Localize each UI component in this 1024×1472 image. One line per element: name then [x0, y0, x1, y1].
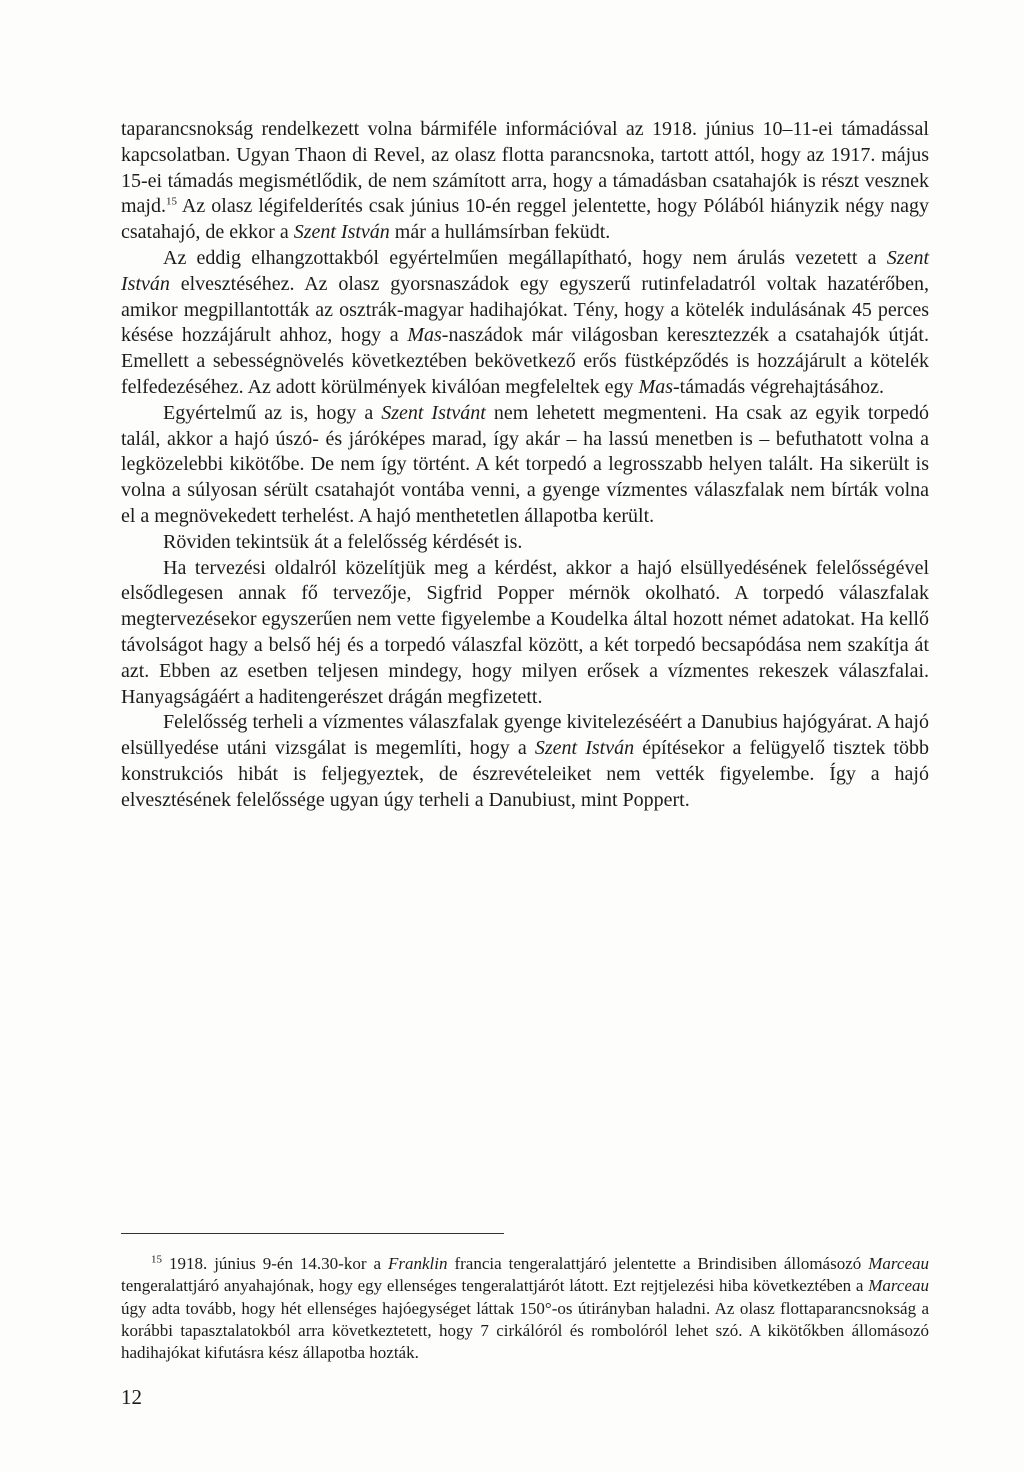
paragraph-6 — [121, 710, 929, 813]
italic-text: Marceau — [868, 1254, 929, 1273]
italic-text: Szent Istvánt — [381, 401, 486, 424]
body-text — [121, 117, 929, 814]
text-run: -naszádok már világosban keresztezzék a csatahajók útját. Emellett a sebességnövelés következtében bekövetkező erős füstképződés is hozzájárult a kötelék felfedezéséhez. Az adott körülmények kiválóan megfeleltek egy — [121, 324, 929, 398]
text-run: nem lehetett megmenteni. Ha csak az egyik torpedó talál, akkor a hajó úszó- és járóképes marad, így akár – ha lassú menetben is – befuthatott volna a legközelebbi kikötőbe. De nem így történt. A két torpedó a legrosszabb helyen talált. Ha sikerült is volna a súlyosan sérült csatahajót vontába venni, a gyenge vízmentes válaszfalak nem bírták volna el a megnövekedett terhelést. A hajó menthetetlen állapotba került. — [121, 401, 929, 527]
text-run: már a hullámsírban feküdt. — [389, 221, 611, 244]
text-run: építésekor a felügyelő tisztek több konstrukciós hibát is feljegyeztek, de észrevételeiket nem vették figyelembe. Így a hajó elvesztésének felelőssége ugyan úgy terheli a Danubiust, mint Poppert. — [121, 737, 929, 811]
italic-text: Mas — [638, 375, 674, 398]
italic-text: Marceau — [868, 1276, 929, 1296]
page-number: 12 — [121, 1385, 142, 1409]
italic-text: Szent István — [121, 246, 929, 295]
paragraph-2 — [121, 246, 929, 401]
text-run: Ha tervezési oldalról közelítjük meg a kérdést, akkor a hajó elsüllyedésének felelősségével elsődlegesen annak fő tervezője, Sigfrid Popper mérnök okolható. A torpedó válaszfalak megtervezésekor egyszerűen nem vette figyelembe a Koudelka által hozott német adatokat. Ha kellő távolságot hagy a belső héj és a torpedó válaszfal között, a két torpedó becsapódása nem szakítja át azt. Ebben az esetben teljesen mindegy, hogy milyen erősek a vízmentes rekeszek válaszfalai. Hanyagságáért a haditengerészet drágán megfizetett. — [121, 556, 929, 708]
footnote-15 — [121, 1253, 929, 1364]
text-run: -támadás végrehajtásához. — [673, 375, 885, 398]
italic-text: Mas — [407, 324, 442, 347]
text-run: úgy adta tovább, hogy hét ellenséges hajóegységet láttak 150°-os útirányban haladni. Az olasz flottaparancsnokság a korábbi tapasztalatokból arra következtetett, hogy 7 cirkálóról és rombolóról lehet szó. A kikötőkben állomásozó hadihajókat kifutásra kész állapotba hozták. — [121, 1298, 929, 1363]
text-run: francia tengeralattjáró jelentette a Brindisiben állomásozó — [447, 1254, 869, 1273]
text-run: elvesztéséhez. Az olasz gyorsnaszádok egy egyszerű rutinfeladatról voltak hazatérőben, amikor megpillantották az osztrák-magyar hadihajókat. Tény, hogy a kötelék indulásának 45 perces késése hozzájárult ahhoz, hogy a — [121, 272, 929, 347]
text-run: Röviden tekintsük át a felelősség kérdését is. — [163, 530, 523, 553]
paragraph-4 — [121, 530, 929, 556]
text-run: tengeralattjáró anyahajónak, hogy egy ellenséges tengeralattjárót látott. Ezt rejtjelezési hiba következtében a — [121, 1276, 869, 1296]
footnote-reference: 15 — [151, 1253, 162, 1266]
text-run: Az eddig elhangzottakból egyértelműen megállapítható, hogy nem árulás vezetett a — [163, 246, 887, 269]
text-run: 1918. június 9-én 14.30-kor a — [162, 1254, 388, 1273]
paragraph-1 — [121, 117, 929, 246]
text-run: Egyértelmű az is, hogy a — [163, 401, 382, 424]
paragraph-5 — [121, 556, 929, 711]
italic-text: Szent István — [534, 737, 635, 760]
footnote-reference: 15 — [166, 195, 177, 208]
paragraph-3 — [121, 401, 929, 530]
footnote-separator — [121, 1233, 504, 1234]
text-run: Az olasz légifelderítés csak június 10-én reggel jelentette, hogy Pólából hiányzik négy nagy csatahajó, de ekkor a — [121, 195, 929, 244]
text-run: taparancsnokság rendelkezett volna bármiféle információval az 1918. június 10–11-ei támadással kapcsolatban. Ugyan Thaon di Revel, az olasz flotta parancsnoka, tartott attól, hogy az 1917. május 15-ei támadás megismétlődik, de nem számított arra, hogy a támadásban csatahajók is részt vesznek majd. — [121, 118, 929, 218]
italic-text: Franklin — [387, 1254, 448, 1273]
text-run: Felelősség terheli a vízmentes válaszfalak gyenge kivitelezéséért a Danubius hajógyárat. A hajó elsüllyedése utáni vizsgálat is megemlíti, hogy a — [121, 711, 929, 760]
italic-text: Szent István — [293, 221, 390, 244]
